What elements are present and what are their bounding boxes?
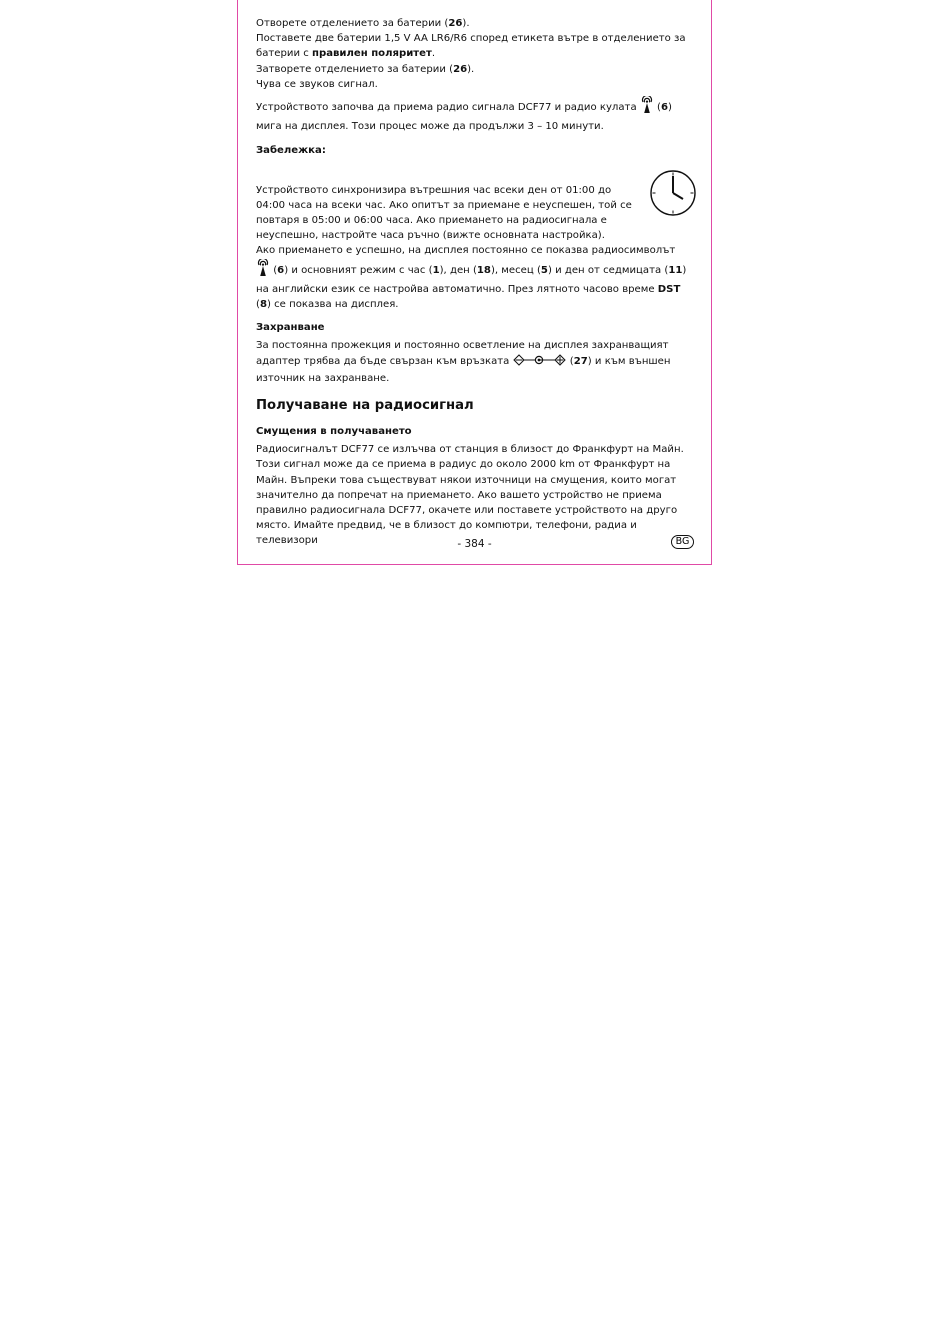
clock-icon — [649, 169, 697, 222]
ref-number: 1 — [432, 264, 440, 276]
text: ( — [256, 299, 260, 311]
text: ) и към външен източник на захранване. — [256, 355, 671, 384]
section-title: Получаване на радиосигнал — [256, 398, 474, 414]
ref-number: 26 — [448, 18, 463, 29]
text: ). — [467, 63, 475, 75]
text: ) и ден от седмицата ( — [547, 264, 669, 276]
text: Устройството започва да приема радио сигнала DCF77 и радио кулата — [256, 102, 640, 114]
power-heading: Захранване — [256, 322, 325, 334]
text: Поставете две батерии 1,5 V AA LR6/R6 според етикета вътре в отделението за батерии с — [256, 33, 686, 60]
page-number: - 384 - — [457, 538, 492, 550]
note-text: Устройството синхронизира вътрешния час всеки ден от 01:00 до 04:00 часа на всеки час. Ако опитът за приемане е неуспешен, той се повтаря в 05:00 и 06:00 часа. Ако приемането на радиосигнала е неуспешно, настройте часа ръчно (вижте основната настройка). — [256, 184, 632, 242]
dst-label: DST — [657, 283, 681, 295]
success-intro: Ако приемането е успешно, на дисплея постоянно се показва радиосимволът — [256, 245, 676, 257]
text: ) и основният режим с час ( — [284, 264, 433, 276]
ref-number: 8 — [259, 299, 267, 311]
success-paragraph: (6) и основният режим с час (1), ден (18), месец (5) и ден от седмицата (11) на английски език се настройва автоматично. През лятното часово време DST (8) се показва на дисплея. — [256, 259, 695, 313]
radio-tower-icon — [256, 259, 270, 282]
note-block — [256, 183, 695, 244]
battery-step-insert — [256, 31, 695, 61]
text: ) се показва на дисплея. — [266, 299, 399, 311]
battery-step-close — [256, 62, 695, 77]
power-polarity-icon — [513, 354, 567, 371]
text: ), ден ( — [439, 264, 477, 276]
text: . — [431, 48, 436, 60]
country-badge: BG — [671, 535, 694, 549]
text: За постоянна прожекция и постоянно осветление на дисплея захранващият адаптер трябва да бъде свързан към връзката — [256, 340, 669, 367]
battery-step-beep: Чува се звуков сигнал. — [256, 78, 378, 90]
ref-number: 5 — [540, 264, 548, 276]
ref-number: 26 — [453, 63, 468, 75]
ref-number: 6 — [277, 264, 285, 276]
battery-step-open — [256, 16, 695, 31]
interference-paragraph: Радиосигналът DCF77 се излъчва от станция в близост до Франкфурт на Майн. Този сигнал може да се приема в радиус до около 2000 km от Франкфурт на Майн. Въпреки това съществуват някои източници на смущения, които могат значително да попречат на приемането. Ако вашето устройство не приема правилно радиосигнала DCF77, окачете или поставете устройството на друго място. Имайте предвид, че в близост до компютри, телефони, радиа и телевизори — [256, 444, 684, 547]
text: ), месец ( — [490, 264, 541, 276]
text: ) на английски език се настройва автоматично. През лятното часово време — [256, 264, 687, 295]
ref-number: 27 — [573, 355, 588, 367]
ref-number: 11 — [668, 264, 683, 276]
ref-number: 6 — [661, 102, 669, 114]
manual-page — [237, 0, 712, 565]
note-heading: Забележка: — [256, 145, 326, 157]
text: Затворете отделението за батерии ( — [256, 63, 454, 75]
text: мига на дисплея. Този процес може да продължи 3 – 10 минути. — [256, 121, 604, 133]
radio-tower-icon — [640, 96, 654, 119]
page-content — [256, 16, 695, 549]
ref-number: 18 — [476, 264, 491, 276]
power-paragraph: За постоянна прожекция и постоянно осветление на дисплея захранващият адаптер трябва да бъде свързан към връзката (27) и към външен източник на захранване. — [256, 340, 671, 384]
interference-heading: Смущения в получаването — [256, 426, 412, 438]
emphasis: правилен поляритет — [312, 48, 432, 60]
text: ). — [462, 18, 470, 29]
reception-paragraph: Устройството започва да приема радио сигнала DCF77 и радио кулата (6) мига на дисплея. Този процес може да продължи 3 – 10 минути. — [256, 96, 695, 134]
text: Отворете отделението за батерии ( — [256, 18, 449, 29]
